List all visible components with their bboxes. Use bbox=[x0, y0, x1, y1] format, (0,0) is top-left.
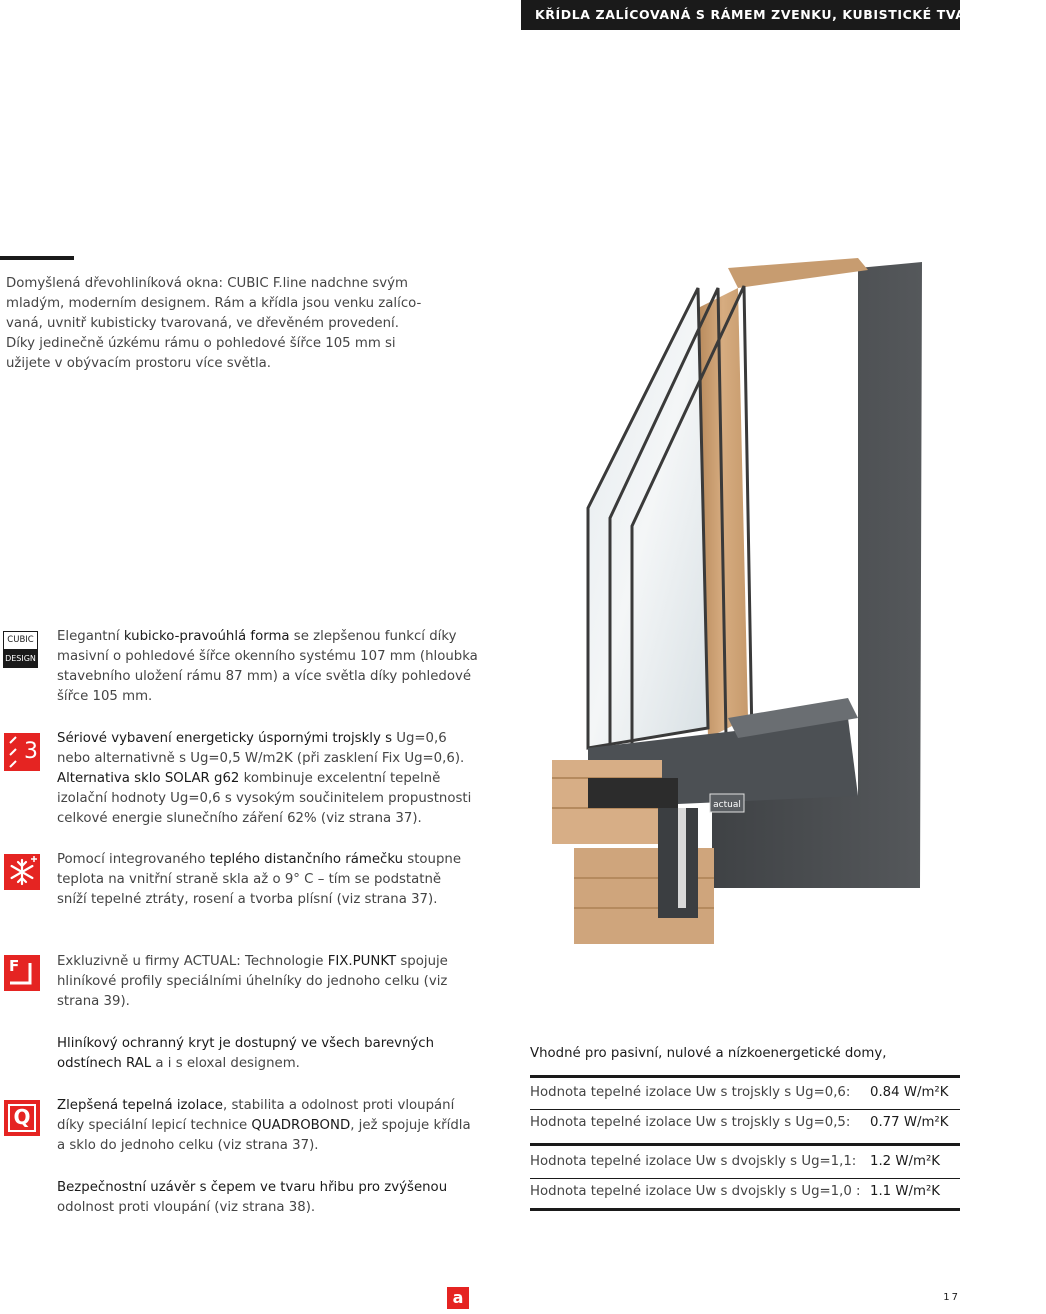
intro-line: mladým, moderním designem. Rám a křídla jsou venku zalíco- bbox=[6, 296, 422, 311]
text-line: odolnost proti vloupání (viz strana 38). bbox=[57, 1200, 316, 1215]
cubic-design-icon bbox=[3, 631, 38, 668]
window-profile-image bbox=[548, 248, 960, 948]
fix-punkt-icon bbox=[4, 955, 40, 991]
row-value: 0.77 W/m²K bbox=[870, 1115, 949, 1130]
cubic-icon-bottom-label: DESIGN bbox=[3, 650, 38, 668]
section-rule bbox=[0, 256, 74, 260]
page-header-bar bbox=[521, 0, 1046, 30]
text: Pomocí integrovaného bbox=[57, 852, 210, 867]
highlight-text: teplého distančního rámečku bbox=[209, 852, 404, 867]
logo-letter: a bbox=[452, 1288, 464, 1307]
text-line: šířce 105 mm. bbox=[57, 689, 153, 704]
text-line: hliníkové profily speciálními úhelníky do jednoho celku (viz bbox=[57, 974, 448, 989]
triple-glazing-icon bbox=[4, 733, 40, 771]
text-line: sníží tepelné ztráty, rosení a tvorba plísní (viz strana 37). bbox=[57, 892, 438, 907]
highlight-text: Zlepšená tepelná izolace bbox=[57, 1098, 223, 1113]
page-header-title: KŘÍDLA ZALÍCOVANÁ S RÁMEM ZVENKU, KUBISTICKÉ TVARY UVNITŘ bbox=[535, 7, 1046, 22]
intro-paragraph bbox=[6, 274, 422, 374]
text-line: strana 39). bbox=[57, 994, 130, 1009]
text: Exkluzivně u firmy ACTUAL: Technologie bbox=[57, 954, 328, 969]
table-row bbox=[530, 1154, 950, 1174]
text: se zlepšenou funkcí díky bbox=[289, 629, 457, 644]
text: díky speciální lepicí technice bbox=[57, 1118, 252, 1133]
highlight-text: FIX.PUNKT bbox=[327, 954, 397, 969]
brand-label: actual bbox=[713, 800, 741, 810]
row-label: Hodnota tepelné izolace Uw s trojskly s Ug=0,5: bbox=[530, 1115, 851, 1130]
table-divider bbox=[530, 1075, 960, 1078]
feature-ral-text bbox=[57, 1034, 457, 1074]
text-line: nebo alternativně s Ug=0,5 W/m2K (při zasklení Fix Ug=0,6). bbox=[57, 751, 465, 766]
highlight-text: QUADROBOND bbox=[251, 1118, 351, 1133]
text: , jež spojuje křídla bbox=[350, 1118, 471, 1133]
table-row bbox=[530, 1115, 950, 1135]
feature-glazing-text bbox=[57, 729, 472, 829]
glazing-icon-number: 3 bbox=[24, 739, 38, 764]
feature-fixpunkt-text bbox=[57, 952, 457, 1012]
row-value: 1.1 W/m²K bbox=[870, 1184, 941, 1199]
feature-security-text bbox=[57, 1178, 457, 1218]
passive-table-title: Vhodné pro pasivní, nulové a nízkoenergetické domy, bbox=[530, 1046, 887, 1061]
intro-line: Díky jedinečně úzkému rámu o pohledové šířce 105 mm si bbox=[6, 336, 396, 351]
quadrobond-icon-letter: Q bbox=[13, 1105, 31, 1129]
text-line: stavebního uložení rámu 87 mm) a více světla díky pohledové bbox=[57, 669, 472, 684]
quadrobond-icon bbox=[4, 1100, 40, 1136]
highlight-text: kubicko-pravoúhlá forma bbox=[123, 629, 290, 644]
text: spojuje bbox=[396, 954, 448, 969]
row-label: Hodnota tepelné izolace Uw s dvojskly s Ug=1,0 : bbox=[530, 1184, 861, 1199]
intro-line: Domyšlená dřevohliníková okna: CUBIC F.line nadchne svým bbox=[6, 276, 409, 291]
highlight-text: Sériové vybavení energeticky úspornými trojskly s bbox=[57, 731, 392, 746]
cubic-icon-top-label: CUBIC bbox=[3, 631, 38, 650]
table-divider bbox=[530, 1143, 960, 1146]
table-divider bbox=[530, 1178, 960, 1179]
highlight-text: Alternativa sklo SOLAR g62 bbox=[57, 771, 240, 786]
table-row bbox=[530, 1184, 950, 1204]
highlight-line: Bezpečnostní uzávěr s čepem ve tvaru hřibu pro zvýšenou bbox=[57, 1180, 448, 1195]
text-line: masivní o pohledové šířce okenního systému 107 mm (hloubka bbox=[57, 649, 478, 664]
intro-line: vaná, uvnitř kubisticky tvarovaná, ve dřevěném provedení. bbox=[6, 316, 399, 331]
feature-spacer-text bbox=[57, 850, 462, 910]
text-line: izolační hodnoty Ug=0,6 s vysokým součinitelem propustnosti bbox=[57, 791, 472, 806]
text: Elegantní bbox=[57, 629, 124, 644]
table-divider bbox=[530, 1109, 960, 1110]
text: a i s eloxal designem. bbox=[151, 1056, 300, 1071]
text-line: celkové energie slunečního záření 62% (viz strana 37). bbox=[57, 811, 422, 826]
actual-logo-icon bbox=[447, 1287, 469, 1309]
text: stoupne bbox=[403, 852, 462, 867]
table-row bbox=[530, 1085, 950, 1105]
row-label: Hodnota tepelné izolace Uw s trojskly s Ug=0,6: bbox=[530, 1085, 851, 1100]
intro-line: užijete v obývacím prostoru více světla. bbox=[6, 356, 272, 371]
text: kombinuje excelentní tepelně bbox=[239, 771, 441, 786]
feature-cubic-text bbox=[57, 627, 478, 707]
highlight-text: odstínech RAL bbox=[57, 1056, 152, 1071]
text: Ug=0,6 bbox=[392, 731, 447, 746]
text: , stabilita a odolnost proti vloupání bbox=[223, 1098, 455, 1113]
feature-quadrobond-text bbox=[57, 1096, 471, 1156]
text-line: teplota na vnitřní straně skla až o 9° C – tím se podstatně bbox=[57, 872, 442, 887]
snowflake-icon bbox=[4, 854, 40, 890]
row-value: 0.84 W/m²K bbox=[870, 1085, 949, 1100]
row-label: Hodnota tepelné izolace Uw s dvojskly s Ug=1,1: bbox=[530, 1154, 857, 1169]
table-divider bbox=[530, 1208, 960, 1211]
fix-icon-letter: F bbox=[9, 957, 20, 975]
page-number: 17 bbox=[943, 1292, 960, 1303]
highlight-line: Hliníkový ochranný kryt je dostupný ve všech barevných bbox=[57, 1036, 435, 1051]
text-line: a sklo do jednoho celku (viz strana 37). bbox=[57, 1138, 319, 1153]
row-value: 1.2 W/m²K bbox=[870, 1154, 941, 1169]
